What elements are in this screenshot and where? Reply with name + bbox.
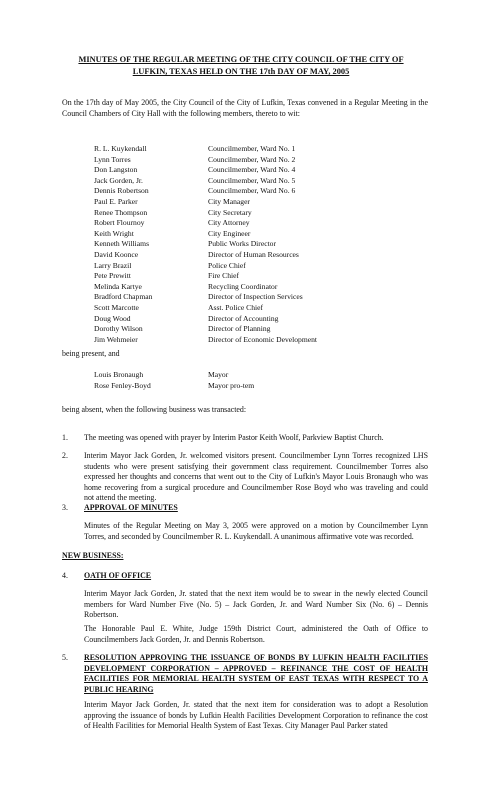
- member-title: Director of Human Resources: [208, 249, 299, 259]
- item-number: 1.: [62, 433, 68, 442]
- member-row: [94, 292, 414, 303]
- intro-paragraph: On the 17th day of May 2005, the City Council of the City of Lufkin, Texas convened in a Regular Meeting in the Council Chambers of City Hall with the following members, thereto to wit:: [62, 98, 428, 118]
- member-row: [94, 324, 414, 335]
- member-title: Public Works Director: [208, 239, 277, 249]
- title-line-1: MINUTES OF THE REGULAR MEETING OF THE CITY COUNCIL OF THE CITY OF: [78, 55, 404, 64]
- item-text: Interim Mayor Jack Gorden, Jr. welcomed visitors present. Councilmember Lynn Torres recognized LHS students who were present satisfying their government class requirement. Councilmember Torres also expressed her thoughts and concerns that went out to the City of Lufkin's Mayor Louis Bronaugh who was home recovering from a surgical procedure and Councilmember Rose Boyd who was traveling and could not attend the meeting.: [84, 451, 428, 502]
- absent-members-list: [94, 370, 414, 391]
- item-number: 3.: [62, 503, 68, 512]
- member-row: [94, 381, 414, 392]
- member-row: [94, 218, 414, 229]
- approval-minutes-text: Minutes of the Regular Meeting on May 3, 2005 were approved on a motion by Councilmember Lynn Torres, and seconded by Councilmember R. L. Kuykendall. A unanimous affirmative vote was recorded.: [84, 521, 428, 541]
- member-name: Jack Gorden, Jr.: [94, 175, 143, 185]
- member-name: Pete Prewitt: [94, 271, 131, 281]
- member-title: City Manager: [208, 196, 250, 206]
- member-title: Councilmember, Ward No. 4: [208, 165, 296, 175]
- member-row: [94, 186, 414, 197]
- member-name: Don Langston: [94, 165, 138, 175]
- member-name: David Koonce: [94, 249, 139, 259]
- member-title: Councilmember, Ward No. 6: [208, 186, 296, 196]
- member-row: [94, 165, 414, 176]
- member-row: [94, 261, 414, 272]
- member-title: Mayor pro-tem: [208, 380, 255, 390]
- member-row: [94, 208, 414, 219]
- member-name: Louis Bronaugh: [94, 370, 144, 379]
- member-title: Recycling Coordinator: [208, 281, 278, 291]
- member-title: Police Chief: [208, 260, 246, 270]
- item-number: 4.: [62, 571, 68, 580]
- member-row: [94, 229, 414, 240]
- member-name: Keith Wright: [94, 228, 134, 238]
- member-name: Robert Flournoy: [94, 218, 145, 228]
- member-title: Councilmember, Ward No. 2: [208, 154, 296, 164]
- member-name: Paul E. Parker: [94, 196, 138, 206]
- item-heading: APPROVAL OF MINUTES: [84, 503, 178, 512]
- member-name: Scott Marcotte: [94, 302, 139, 312]
- member-name: Kenneth Williams: [94, 239, 150, 249]
- member-row: [94, 197, 414, 208]
- member-title: Councilmember, Ward No. 1: [208, 144, 296, 153]
- member-row: [94, 282, 414, 293]
- item-number: 5.: [62, 653, 68, 662]
- item-text: The meeting was opened with prayer by Interim Pastor Keith Woolf, Parkview Baptist Church.: [84, 433, 384, 442]
- item-heading: OATH OF OFFICE: [84, 571, 152, 580]
- member-name: Doug Wood: [94, 313, 131, 323]
- member-name: Jim Wehmeier: [94, 334, 138, 344]
- member-name: Melinda Kartye: [94, 281, 142, 291]
- member-row: [94, 250, 414, 261]
- member-name: R. L. Kuykendall: [94, 144, 147, 153]
- member-name: Rose Fenley-Boyd: [94, 380, 151, 390]
- member-row: [94, 271, 414, 282]
- item-heading: RESOLUTION APPROVING THE ISSUANCE OF BONDS BY LUFKIN HEALTH FACILITIES DEVELOPMENT CORPORATION – APPROVED – REFINANCE THE COST OF HEALTH FACILITIES FOR MEMORIAL HEALTH SYSTEM OF EAST TEXAS WITH RESPECT TO A PUBLIC HEARING: [84, 653, 428, 694]
- present-members-list: [94, 144, 414, 345]
- member-title: Director of Economic Development: [208, 334, 318, 344]
- member-title: Director of Accounting: [208, 313, 279, 323]
- member-name: Renee Thompson: [94, 207, 148, 217]
- member-row: [94, 176, 414, 187]
- member-title: City Secretary: [208, 207, 252, 217]
- member-row: [94, 370, 414, 381]
- member-row: [94, 303, 414, 314]
- member-name: Bradford Chapman: [94, 292, 153, 302]
- member-row: [94, 335, 414, 346]
- member-title: Director of Planning: [208, 324, 271, 334]
- member-title: Councilmember, Ward No. 5: [208, 175, 296, 185]
- item-number: 2.: [62, 451, 68, 460]
- oath-text-2: The Honorable Paul E. White, Judge 159th District Court, administered the Oath of Office to Councilmembers Jack Gorden, Jr. and Dennis Robertson.: [84, 624, 428, 644]
- being-absent-text: being absent, when the following business was transacted:: [62, 405, 247, 414]
- member-title: Mayor: [208, 370, 229, 379]
- resolution-text: Interim Mayor Jack Gorden, Jr. stated that the next item for consideration was to adopt a Resolution approving the issuance of bonds by Lufkin Health Facilities Development Corporation to refinance the cost of Health Facilities for Memorial Health System of East Texas. City Manager Paul Parker stated: [84, 700, 428, 730]
- member-row: [94, 314, 414, 325]
- member-title: City Engineer: [208, 228, 251, 238]
- oath-text-1: Interim Mayor Jack Gorden, Jr. stated that the next item would be to swear in the newly elected Council members for Ward Number Five (No. 5) – Jack Gorden, Jr. and Ward Number Six (No. 6) – Dennis Robertson.: [84, 589, 428, 619]
- title-line-2: LUFKIN, TEXAS HELD ON THE 17th DAY OF MAY, 2005: [132, 67, 350, 76]
- member-row: [94, 239, 414, 250]
- member-name: Dennis Robertson: [94, 186, 149, 196]
- member-title: City Attorney: [208, 218, 250, 228]
- member-row: [94, 155, 414, 166]
- member-row: [94, 144, 414, 155]
- member-title: Fire Chief: [208, 271, 240, 281]
- being-present-text: being present, and: [62, 349, 120, 358]
- member-name: Larry Brazil: [94, 260, 132, 270]
- document-title: [70, 54, 412, 78]
- new-business-heading: NEW BUSINESS:: [62, 551, 124, 560]
- member-name: Dorothy Wilson: [94, 324, 143, 334]
- member-name: Lynn Torres: [94, 154, 131, 164]
- member-title: Asst. Police Chief: [208, 302, 264, 312]
- member-title: Director of Inspection Services: [208, 292, 303, 302]
